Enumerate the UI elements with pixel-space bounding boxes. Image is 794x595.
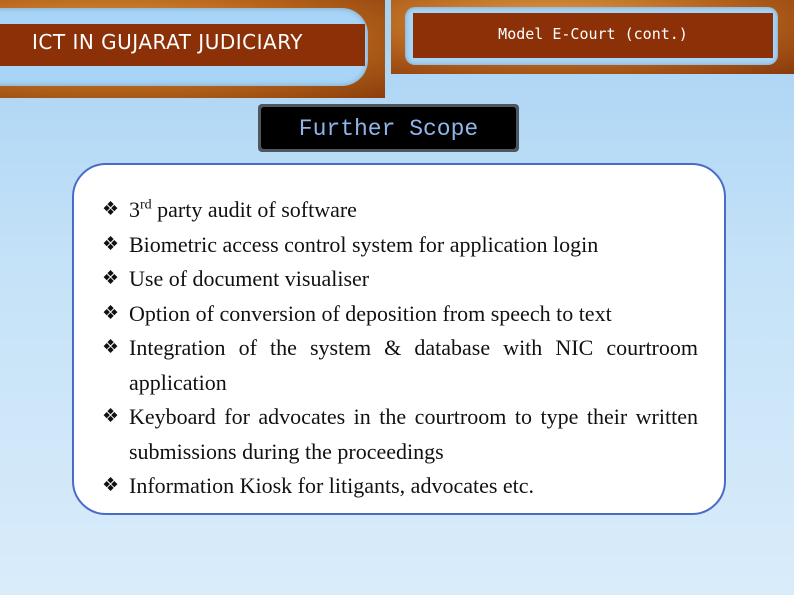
section-title: Further Scope	[298, 116, 479, 142]
diamond-bullet-icon: ❖	[102, 475, 120, 496]
list-item	[102, 228, 698, 263]
list-item-text: Option of conversion of deposition from speech to text	[129, 300, 612, 326]
diamond-bullet-icon: ❖	[102, 268, 120, 289]
list-item-superscript: rd	[140, 197, 152, 213]
content-panel	[72, 163, 726, 515]
left-header-banner	[0, 0, 385, 98]
diamond-bullet-icon: ❖	[102, 406, 120, 427]
diamond-bullet-icon: ❖	[102, 337, 120, 358]
list-item	[102, 297, 698, 332]
list-item-number: 3	[129, 197, 140, 222]
right-header-title: Model E-Court (cont.)	[498, 25, 688, 43]
list-item-text: Use of document visualiser	[129, 266, 370, 291]
section-title-inner	[261, 107, 516, 149]
left-header-title: ICT IN GUJARAT JUDICIARY	[32, 30, 304, 54]
right-header-bar	[413, 13, 773, 58]
list-item	[102, 400, 698, 469]
bullet-list	[102, 193, 698, 504]
list-item	[102, 331, 698, 400]
diamond-bullet-icon: ❖	[102, 199, 120, 220]
right-header-banner	[391, 0, 794, 74]
list-item	[102, 469, 698, 504]
section-title-box	[258, 104, 519, 152]
list-item	[102, 262, 698, 297]
diamond-bullet-icon: ❖	[102, 302, 120, 324]
list-item-text: Integration of the system & database with NIC courtroom application	[129, 335, 698, 395]
list-item-text: Information Kiosk for litigants, advocates etc.	[129, 473, 535, 498]
list-item-text: Biometric access control system for application login	[129, 231, 599, 257]
list-item-text: party audit of software	[151, 197, 357, 222]
list-item	[102, 193, 698, 228]
list-item-text: Keyboard for advocates in the courtroom to type their written submissions during the proceedings	[129, 404, 698, 464]
diamond-bullet-icon: ❖	[102, 233, 120, 255]
